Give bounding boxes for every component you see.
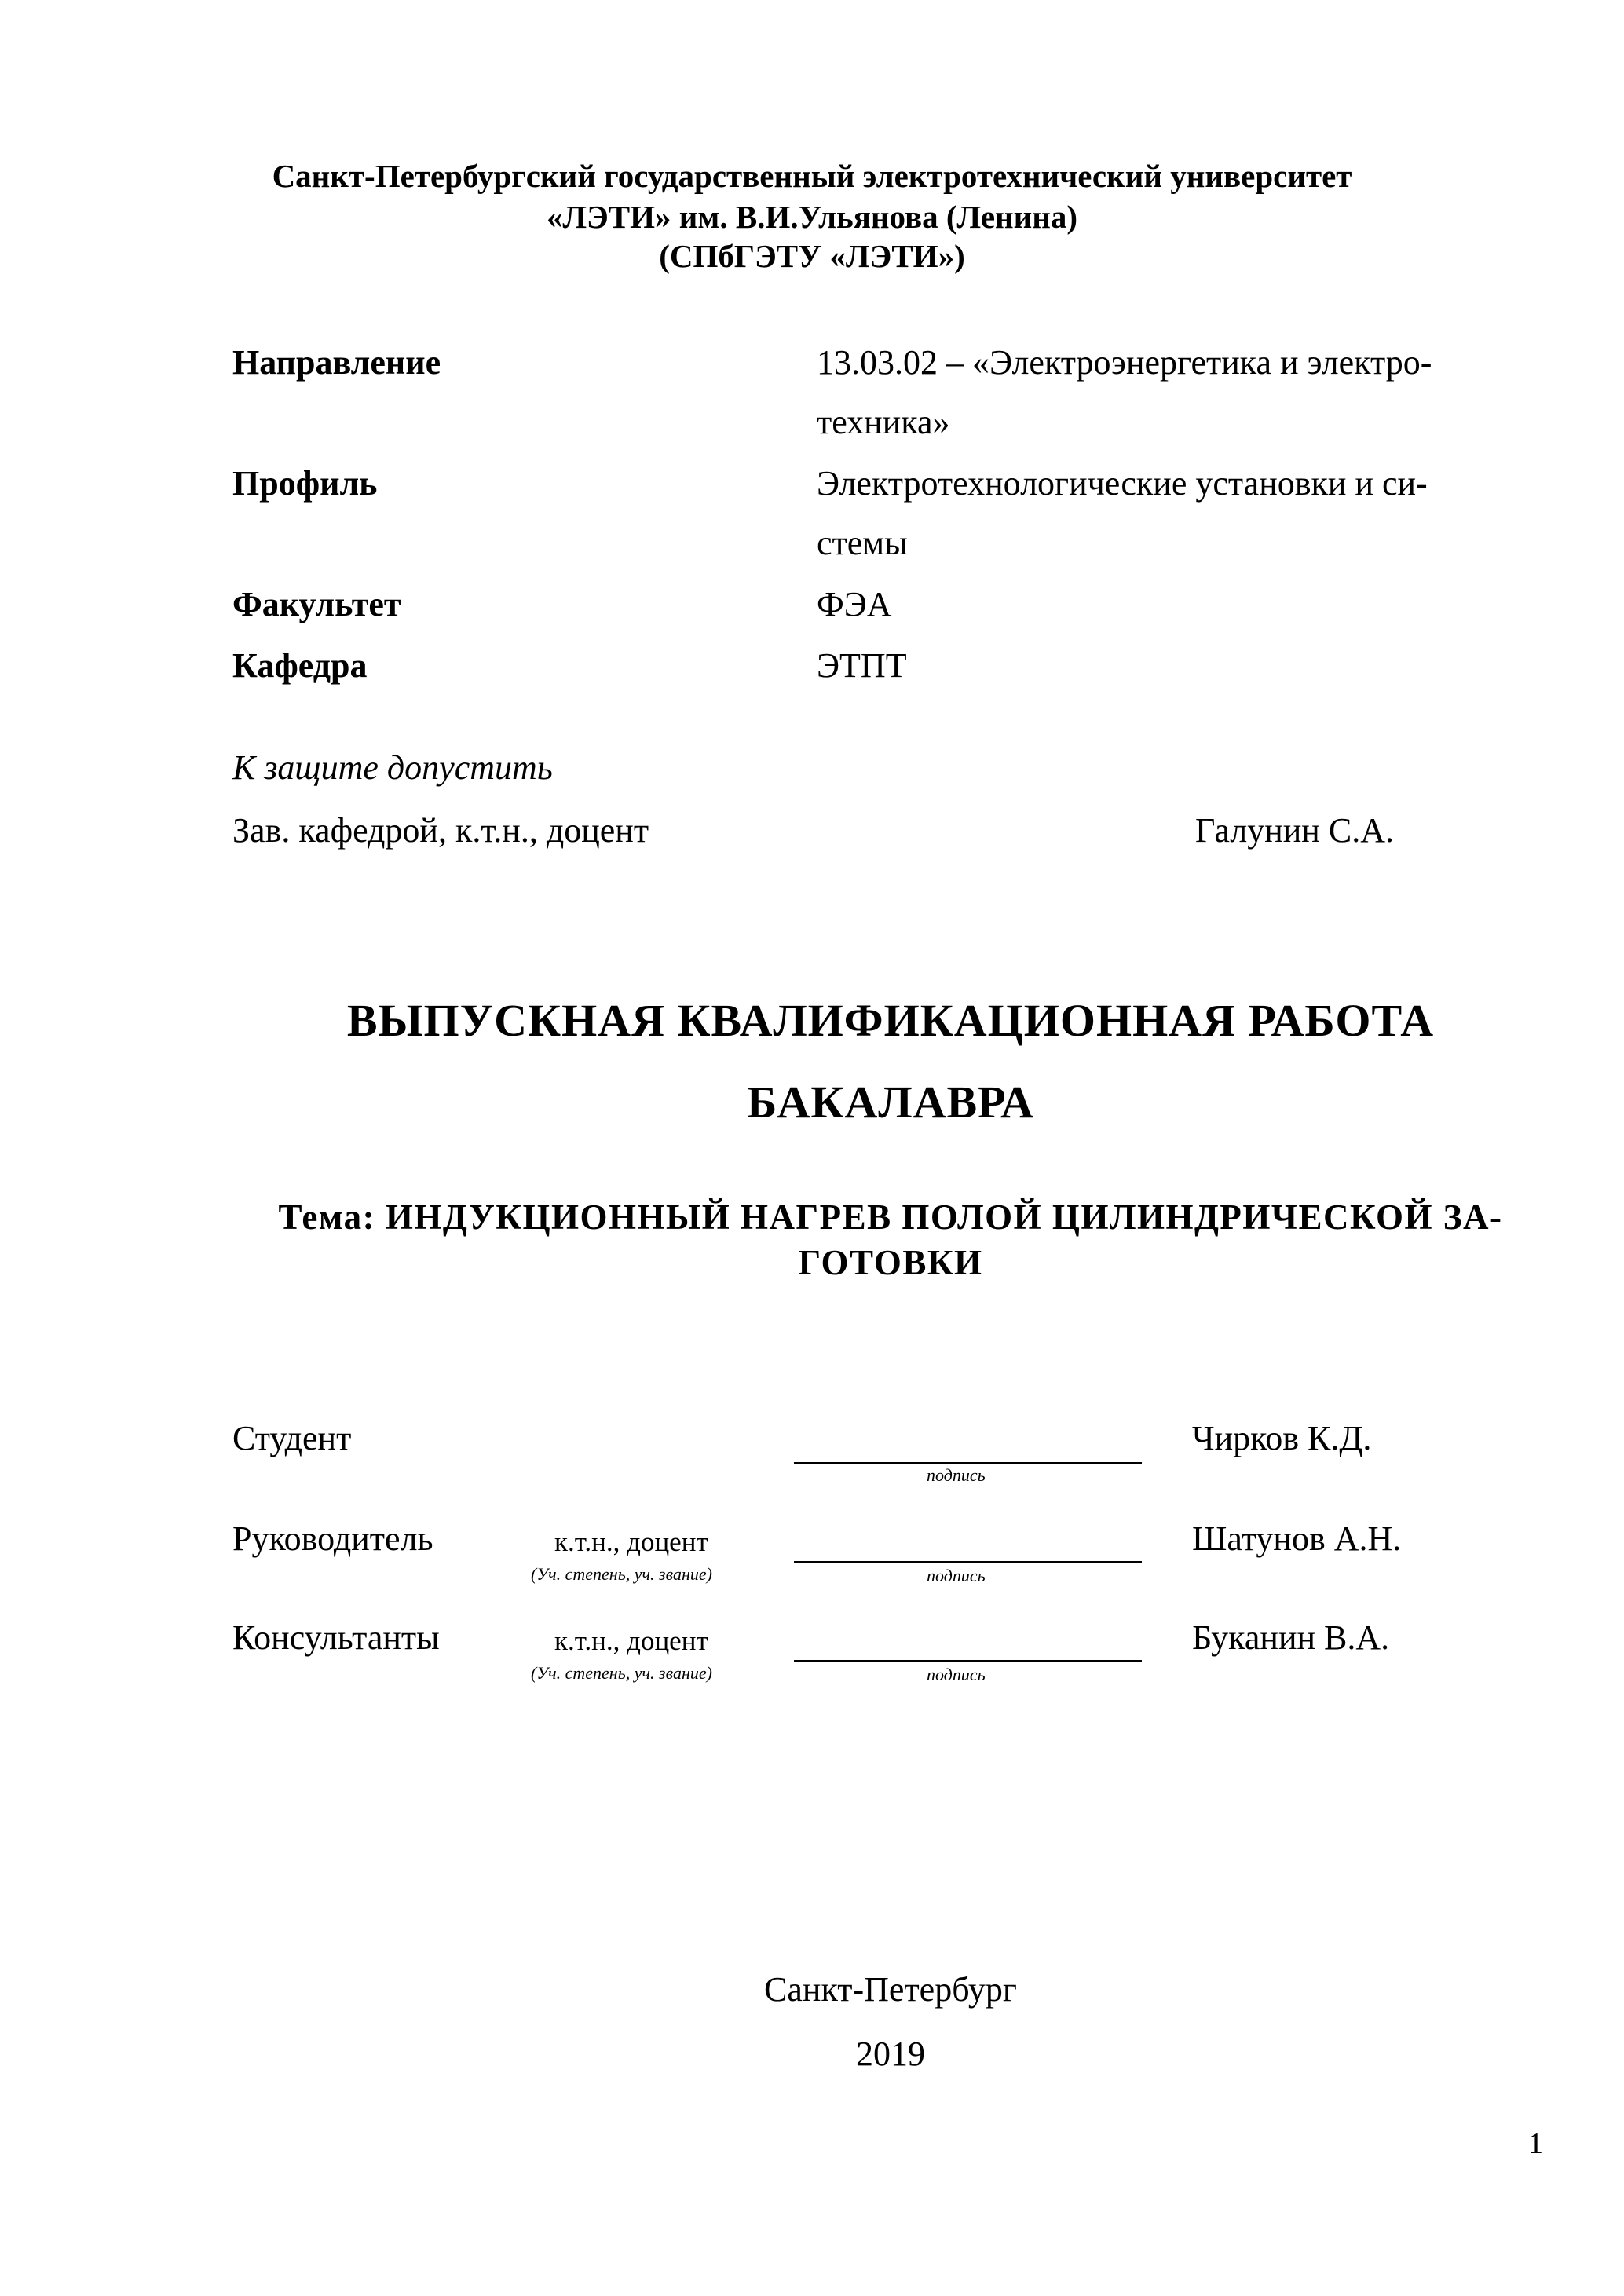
year: 2019 [856, 2035, 925, 2073]
department-value: ЭТПТ [817, 646, 907, 685]
university-name: Санкт-Петербургский государственный электротехнический университет [272, 158, 1352, 194]
profile-label: Профиль [232, 464, 378, 503]
admit-to-defense: К защите допустить [232, 748, 553, 787]
faculty-label: Факультет [232, 585, 401, 623]
signature-caption: подпись [927, 1566, 986, 1585]
supervisor-degree: к.т.н., доцент [554, 1526, 708, 1557]
supervisor-role: Руководитель [232, 1519, 433, 1558]
degree-caption: (Уч. степень, уч. звание) [531, 1564, 712, 1584]
city: Санкт-Петербург [764, 1970, 1017, 2009]
direction-label: Направление [232, 343, 441, 382]
consultant-name: Буканин В.А. [1192, 1618, 1390, 1657]
topic-line1: Тема: ИНДУКЦИОННЫЙ НАГРЕВ ПОЛОЙ ЦИЛИНДРИЧЕСКОЙ ЗА- [278, 1197, 1503, 1237]
profile-value-line2: стемы [817, 524, 908, 562]
profile-value-line1: Электротехнологические установки и си- [817, 464, 1428, 503]
document-title-line1: ВЫПУСКНАЯ КВАЛИФИКАЦИОННАЯ РАБОТА [346, 995, 1435, 1046]
degree-caption: (Уч. степень, уч. звание) [531, 1663, 712, 1683]
university-abbreviation: (СПбГЭТУ «ЛЭТИ») [659, 238, 965, 274]
department-label: Кафедра [232, 646, 368, 685]
student-name: Чирков К.Д. [1192, 1419, 1372, 1457]
signature-line [794, 1561, 1142, 1563]
direction-value-line2: техника» [817, 403, 950, 441]
signature-caption: подпись [927, 1665, 986, 1684]
head-of-department-name: Галунин С.А. [1195, 811, 1394, 850]
document-title-line2: БАКАЛАВРА [746, 1077, 1035, 1128]
student-role: Студент [232, 1419, 352, 1457]
university-short-name: «ЛЭТИ» им. В.И.Ульянова (Ленина) [546, 199, 1078, 235]
signature-line [794, 1660, 1142, 1662]
topic-line2: ГОТОВКИ [798, 1243, 983, 1282]
consultant-degree: к.т.н., доцент [554, 1625, 708, 1656]
direction-value-line1: 13.03.02 – «Электроэнергетика и электро- [817, 343, 1432, 382]
signature-caption: подпись [927, 1465, 986, 1485]
head-of-department-role: Зав. кафедрой, к.т.н., доцент [232, 811, 649, 850]
signature-line [794, 1462, 1142, 1464]
supervisor-name: Шатунов А.Н. [1192, 1519, 1402, 1558]
consultant-role: Консультанты [232, 1618, 440, 1657]
faculty-value: ФЭА [817, 585, 892, 623]
page-number: 1 [1528, 2127, 1543, 2160]
